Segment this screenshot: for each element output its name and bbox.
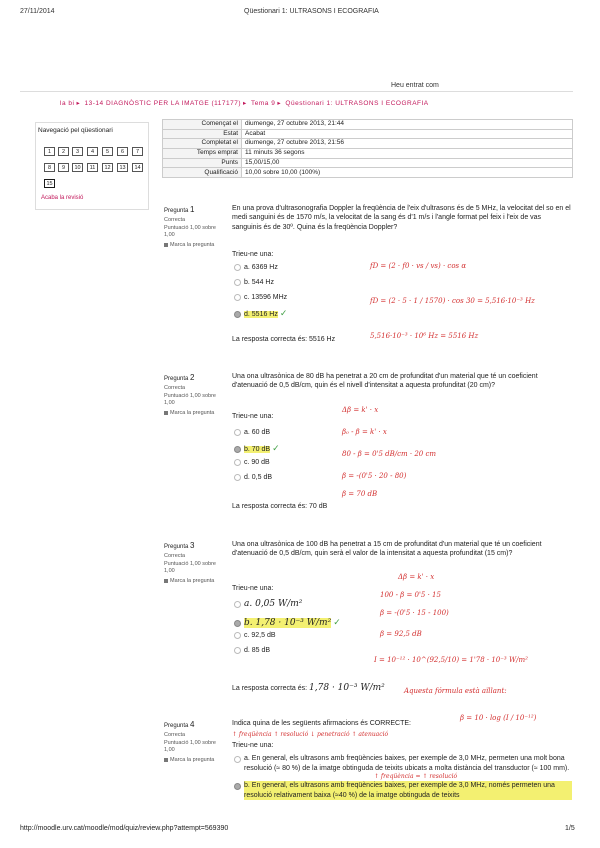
nav-question-8[interactable]: 8	[44, 163, 55, 172]
summary-row	[163, 168, 573, 178]
answer-option-selected[interactable]: b. 1,78 · 10⁻³ W/m² ✓	[234, 615, 341, 629]
summary-row	[163, 149, 573, 159]
question-number: Pregunta 1	[164, 205, 195, 214]
correct-check-icon: ✓	[279, 308, 288, 318]
question-number: Pregunta 4	[164, 720, 195, 729]
question-state: Correcta	[164, 217, 186, 223]
answer-option[interactable]: a. 0,05 W/m²	[234, 597, 341, 611]
flag-question[interactable]: Marca la pregunta	[164, 757, 224, 764]
choose-one-label: Trieu-ne una:	[232, 742, 274, 749]
flag-question[interactable]: Marca la pregunta	[164, 578, 224, 585]
correct-check-icon: ✓	[272, 443, 280, 453]
handwritten-note: ↑ freqüència ↑ resolució ↓ penetració ↑ atenuació	[232, 731, 389, 738]
page-url: http://moodle.urv.cat/moodle/mod/quiz/review.php?attempt=569390	[20, 825, 229, 832]
nav-question-7[interactable]: 7	[132, 147, 143, 156]
radio-button[interactable]	[234, 446, 241, 453]
summary-value: 10,00 sobre 10,00 (100%)	[242, 168, 573, 178]
nav-question-4[interactable]: 4	[87, 147, 98, 156]
nav-question-2[interactable]: 2	[58, 147, 69, 156]
flag-question[interactable]: Marca la pregunta	[164, 242, 224, 249]
right-answer: La resposta correcta és: 5516 Hz	[232, 336, 336, 343]
handwritten-note: 80 - β = 0'5 dB/cm · 20 cm	[342, 450, 437, 458]
answer-option[interactable]: c. 90 dB	[234, 458, 280, 468]
summary-key: Començat el	[163, 120, 242, 130]
attempt-summary-table	[162, 119, 573, 178]
nav-question-5[interactable]: 5	[102, 147, 113, 156]
flag-icon	[164, 579, 168, 583]
handwritten-note: β = 70 dB	[342, 490, 378, 498]
radio-button[interactable]	[234, 647, 241, 654]
nav-question-12[interactable]: 12	[102, 163, 113, 172]
question-text: Una ona ultrasònica de 80 dB ha penetrat a 20 cm de profunditat d'un material que té un coeficient d'atenuació de 0,5 dB/cm, quin és el nivell d'intensitat a aquesta profunditat (20 cm)?	[232, 373, 538, 390]
handwritten-note: ↑ freqüència = ↑ resolució	[374, 773, 458, 780]
breadcrumb: la bi ▸ 13-14 DIAGNÒSTIC PER LA IMATGE (117177) ▸ Tema 9 ▸ Qüestionari 1: ULTRASONS I ECOGRAFIA	[60, 100, 429, 107]
answer-option[interactable]: d. 0,5 dB	[234, 473, 280, 483]
finish-review-link[interactable]: Acaba la revisió	[41, 195, 84, 201]
answer-options	[234, 428, 280, 483]
answer-option[interactable]: b. 544 Hz	[234, 278, 287, 288]
question-number: Pregunta 2	[164, 373, 195, 382]
radio-button[interactable]	[234, 474, 241, 481]
question-state: Correcta	[164, 553, 186, 559]
radio-button[interactable]	[234, 294, 241, 301]
radio-button[interactable]	[234, 459, 241, 466]
handwritten-note: Δβ = k' · x	[342, 406, 379, 414]
handwritten-note: 5,516·10⁻³ · 10⁶ Hz = 5516 Hz	[370, 332, 479, 340]
answer-option[interactable]: c. 92,5 dB	[234, 631, 341, 641]
question-text: En una prova d'ultrasonografia Doppler la freqüència de l'eix d'ultrasons és de 5 MHz, la velocitat del so en el medi sanguini és de 1570 m/s, la velocitat de la sang és d'1 m/s i l'angle format pel feix i l'eix de vas sanguinis és de 30º. Quina és la freqüència Doppler?	[232, 205, 571, 231]
question-grade: Puntuació 1,00 sobre 1,00	[164, 561, 216, 574]
question-number: Pregunta 3	[164, 541, 195, 550]
breadcrumb-item[interactable]: 13-14 DIAGNÒSTIC PER LA IMATGE (117177)	[84, 100, 242, 107]
question-info	[164, 720, 224, 764]
login-info: Heu entrat com	[391, 82, 439, 89]
handwritten-note: β = 10 · log (I / 10⁻¹²)	[460, 714, 537, 722]
breadcrumb-item[interactable]: Tema 9	[251, 100, 276, 107]
summary-row	[163, 158, 573, 168]
summary-row	[163, 120, 573, 130]
nav-question-10[interactable]: 10	[72, 163, 83, 172]
flag-question[interactable]: Marca la pregunta	[164, 410, 224, 417]
handwritten-note: fD = (2 · 5 · 1 / 1570) · cos 30 = 5,516·10⁻³ Hz	[370, 297, 535, 305]
flag-icon	[164, 758, 168, 762]
nav-question-14[interactable]: 14	[132, 163, 143, 172]
summary-value: 11 minuts 36 segons	[242, 149, 573, 159]
summary-key: Temps emprat	[163, 149, 242, 159]
answer-option-selected[interactable]: b. 70 dB ✓	[234, 443, 280, 453]
summary-key: Completat el	[163, 139, 242, 149]
question-info	[164, 541, 224, 585]
page-header-title: Qüestionari 1: ULTRASONS I ECOGRAFIA	[244, 8, 379, 15]
summary-value: Acabat	[242, 129, 573, 139]
flag-icon	[164, 243, 168, 247]
question-state: Correcta	[164, 732, 186, 738]
question-text: Indica quina de les següents afirmacions és CORRECTE:	[232, 720, 411, 727]
nav-question-3[interactable]: 3	[72, 147, 83, 156]
radio-button[interactable]	[234, 632, 241, 639]
answer-option[interactable]: a. 6369 Hz	[234, 263, 287, 273]
header-divider	[20, 91, 573, 92]
answer-option-selected[interactable]: d. 5516 Hz ✓	[234, 308, 287, 318]
radio-button[interactable]	[234, 620, 241, 627]
handwritten-note: Δβ = k' · x	[398, 573, 435, 581]
answer-option[interactable]: c. 13596 MHz	[234, 293, 287, 303]
nav-question-6[interactable]: 6	[117, 147, 128, 156]
handwritten-note: β = -(0'5 · 20 - 80)	[342, 472, 407, 480]
handwritten-note: β = 92,5 dB	[380, 630, 422, 638]
breadcrumb-item[interactable]: la bi	[60, 100, 75, 107]
choose-one-label: Trieu-ne una:	[232, 585, 274, 592]
handwritten-note: Aquesta fórmula està aïllant:	[404, 687, 507, 695]
question-state: Correcta	[164, 385, 186, 391]
choose-one-label: Trieu-ne una:	[232, 251, 274, 258]
flag-icon	[164, 411, 168, 415]
question-grade: Puntuació 1,00 sobre 1,00	[164, 393, 216, 406]
question-grade: Puntuació 1,00 sobre 1,00	[164, 225, 216, 238]
nav-question-11[interactable]: 11	[87, 163, 98, 172]
question-text: Una ona ultrasònica de 100 dB ha penetrat a 15 cm de profunditat d'un material que té un coeficient d'atenuació de 0,5 dB/cm, quin serà el valor de la intensitat a aquesta profunditat (15 cm)?	[232, 541, 542, 558]
choose-one-label: Trieu-ne una:	[232, 413, 274, 420]
answer-option[interactable]: a. 60 dB	[234, 428, 280, 438]
question-info	[164, 205, 224, 249]
question-grade: Puntuació 1,00 sobre 1,00	[164, 740, 216, 753]
summary-row	[163, 129, 573, 139]
radio-button[interactable]	[234, 783, 241, 790]
radio-button[interactable]	[234, 264, 241, 271]
handwritten-note: I = 10⁻¹² · 10^(92,5/10) = 1'78 · 10⁻³ W/m²	[374, 656, 528, 664]
radio-button[interactable]	[234, 429, 241, 436]
answer-options	[234, 263, 287, 318]
page-number: 1/5	[565, 825, 575, 832]
nav-question-9[interactable]: 9	[58, 163, 69, 172]
answer-option-selected[interactable]: b. En general, els ultrasons amb freqüències baixes, per exemple de 3,0 MHz, només permeten una resolució relativament baixa (≈40 %) de la imatge obtinguda de teixits	[234, 781, 572, 800]
handwritten-note: β = -(0'5 · 15 - 100)	[380, 609, 449, 617]
print-date: 27/11/2014	[20, 8, 55, 15]
summary-key: Estat	[163, 129, 242, 139]
nav-question-1[interactable]: 1	[44, 147, 55, 156]
handwritten-note: 100 - β = 0'5 · 15	[380, 591, 441, 599]
quiz-navigation-block	[35, 122, 149, 210]
summary-value: diumenge, 27 octubre 2013, 21:56	[242, 139, 573, 149]
right-answer: La resposta correcta és: 70 dB	[232, 503, 328, 510]
summary-value: 15,00/15,00	[242, 158, 573, 168]
summary-row	[163, 139, 573, 149]
radio-button[interactable]	[234, 601, 241, 608]
summary-value: diumenge, 27 octubre 2013, 21:44	[242, 120, 573, 130]
quiz-navigation-title: Navegació pel qüestionari	[38, 127, 113, 134]
summary-key: Qualificació	[163, 168, 242, 178]
handwritten-note: β₀ - β = k' · x	[342, 428, 387, 436]
radio-button[interactable]	[234, 756, 241, 763]
nav-question-15[interactable]: 15	[44, 179, 55, 188]
radio-button[interactable]	[234, 279, 241, 286]
right-answer: La resposta correcta és: 1,78 · 10⁻³ W/m²	[232, 683, 385, 693]
answer-options	[234, 597, 341, 656]
question-info	[164, 373, 224, 417]
radio-button[interactable]	[234, 311, 241, 318]
breadcrumb-item[interactable]: Qüestionari 1: ULTRASONS I ECOGRAFIA	[285, 100, 429, 107]
answer-option[interactable]: d. 85 dB	[234, 646, 341, 656]
answer-option[interactable]: a. En general, els ultrasons amb freqüències baixes, per exemple de 3,0 MHz, permeten una molt bona resolució (≈ 80 %) de la imatge obtinguda de teixits ubicats a molta distància del transductor (≈ 100 mm).	[234, 754, 572, 773]
nav-question-13[interactable]: 13	[117, 163, 128, 172]
answer-options	[234, 754, 572, 800]
handwritten-note: fD = (2 · f0 · vs / vs) · cos α	[370, 262, 467, 270]
summary-key: Punts	[163, 158, 242, 168]
correct-check-icon: ✓	[333, 617, 341, 627]
